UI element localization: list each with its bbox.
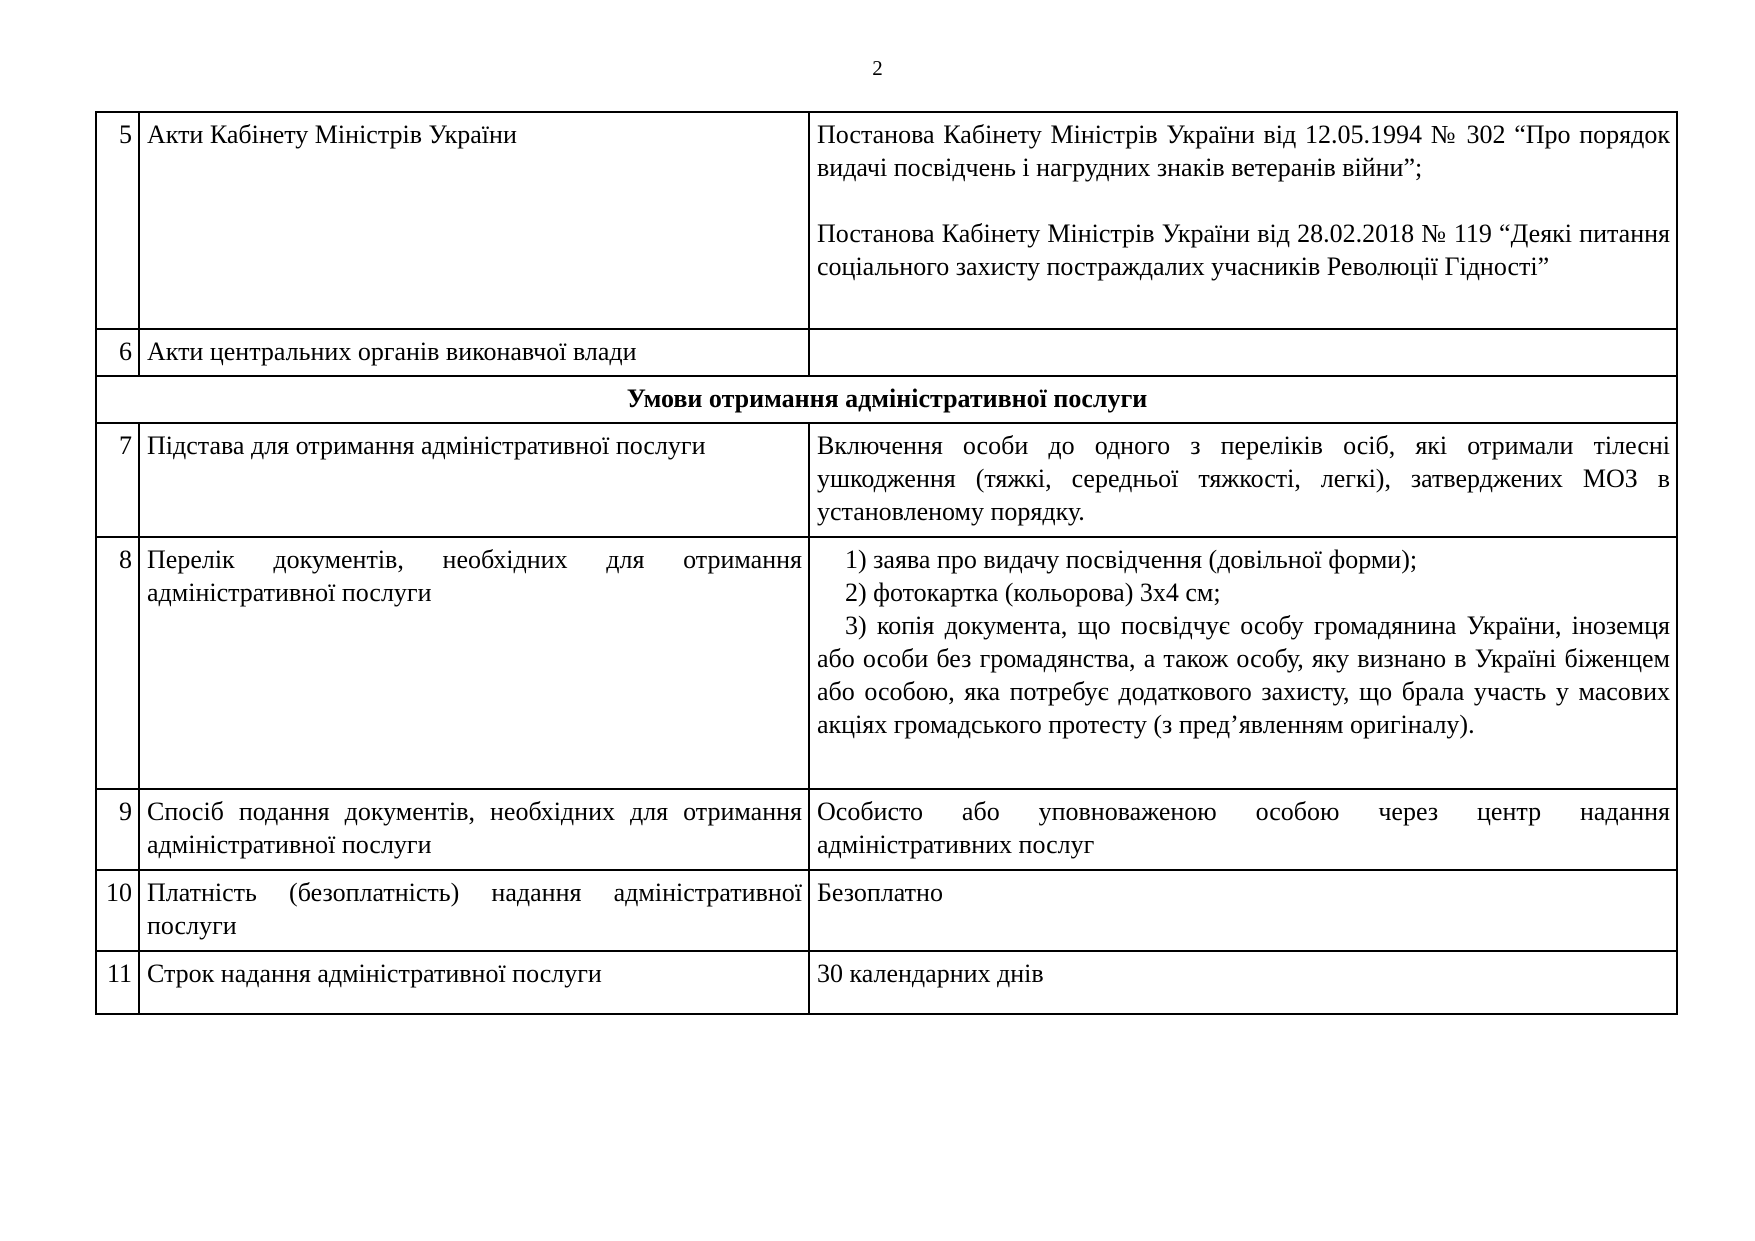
value-paragraph: Постанова Кабінету Міністрів України від 12.05.1994 № 302 “Про порядок видачі посвідчень і нагрудних знаків ветеранів війни”; [817,120,1670,182]
page-number: 2 [872,56,883,80]
row-number: 6 [96,329,139,376]
list-item: 3) копія документа, що посвідчує особу громадянина України, іноземця або особи без громадянства, а також особу, яку визнано в Україні біженцем або особою, яка потребує додаткового захисту, що брала участь у масових акціях громадського протесту (з пред’явленням оригіналу). [817,611,1670,739]
row-number: 8 [96,537,139,789]
row-value [809,329,1677,376]
row-label: Підстава для отримання адміністративної послуги [139,423,809,537]
row-value: Особисто або уповноваженою особою через центр надання адміністративних послуг [809,789,1677,870]
section-row [96,376,1677,423]
row-number: 11 [96,951,139,1014]
list-item: 2) фотокартка (кольорова) 3х4 см; [845,578,1221,607]
table-row [96,537,1677,789]
table-row [96,329,1677,376]
row-value [809,537,1677,789]
row-number: 10 [96,870,139,951]
table-row [96,112,1677,329]
table-row [96,951,1677,1014]
row-value: 30 календарних днів [809,951,1677,1014]
table-row [96,789,1677,870]
value-paragraph: Постанова Кабінету Міністрів України від 28.02.2018 № 119 “Деякі питання соціального захисту постраждалих учасників Революції Гідності” [817,219,1670,281]
row-number: 7 [96,423,139,537]
row-label: Строк надання адміністративної послуги [139,951,809,1014]
row-value: Включення особи до одного з переліків осіб, які отримали тілесні ушкодження (тяжкі, середньої тяжкості, легкі), затверджених МОЗ в установленому порядку. [809,423,1677,537]
row-value [809,112,1677,329]
table-row [96,423,1677,537]
row-label: Перелік документів, необхідних для отримання адміністративної послуги [139,537,809,789]
row-label: Платність (безоплатність) надання адміністративної послуги [139,870,809,951]
row-label: Акти центральних органів виконавчої влади [139,329,809,376]
row-label: Спосіб подання документів, необхідних для отримання адміністративної послуги [139,789,809,870]
section-title: Умови отримання адміністративної послуги [96,376,1677,423]
service-info-table [95,111,1678,1015]
row-label: Акти Кабінету Міністрів України [139,112,809,329]
list-item: 1) заява про видачу посвідчення (довільної форми); [845,545,1418,574]
row-number: 9 [96,789,139,870]
row-number: 5 [96,112,139,329]
table-row [96,870,1677,951]
row-value: Безоплатно [809,870,1677,951]
